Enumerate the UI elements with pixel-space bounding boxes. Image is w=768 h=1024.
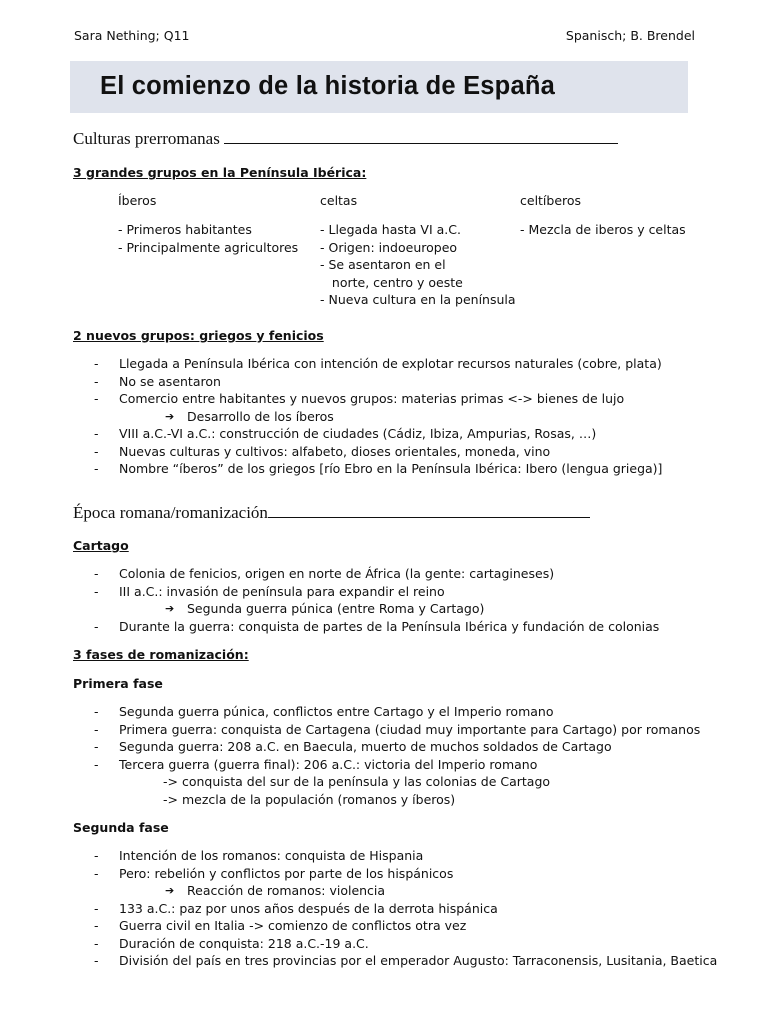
column-item: - Se asentaron en el	[320, 257, 446, 272]
document-page: Sara Nething; Q11 Spanisch; B. Brendel El comienzo de la historia de España Culturas prerromanas 3 grandes grupos en la Península Ibérica: Íberos - Primeros habitantes - Principalmente agricultores celtas - Llegada hasta VI a.C. - Origen: indoeuropeo - Se asentaron en el norte, centro y oeste - Nueva cultura en la península celtíberos - Mezcla de iberos y celtas 2 nuevos grupos: griegos y fenicios - Llegada a Península Ibérica con intención de explotar recursos naturales (cobre, plata) - No se asentaron - Comercio entre habitantes y nuevos grupos: materias primas <-> bienes de lujo ➔ Desarrollo de los íberos - VIII a.C.-VI a.C.: construcción de ciudades (Cádiz, Ibiza, Ampurias, Rosas, …) - Nuevas culturas y cultivos: alfabeto, dioses orientales, moneda, vino - Nombre “íberos” de los griegos [río Ebro en la Península Ibérica: Ibero (lengua griega)] Época romana/romanización Cartago - Colonia de fenicios, origen en norte de África (la gente: cartagineses) - III a.C.: invasión de península para expandir el reino ➔ Segunda guerra púnica (entre Roma y Cartago) - Durante la guerra: conquista de partes de la Península Ibérica y fundación de colonias 3 fases de romanización: Primera fase - Segunda guerra púnica, conflictos entre Cartago y el Imperio romano - Primera guerra: conquista de Cartagena (ciudad muy importante para Cartago) por romanos - Segunda guerra: 208 a.C. en Baecula, muerto de muchos soldados de Cartago - Tercera guerra (guerra final): 206 a.C.: victoria del Imperio romano -> conquista del sur de la península y las colonias de Cartago -> mezcla de la populación (romanos y íberos) Segunda fase - Intención de los romanos: conquista de Hispania - Pero: rebelión y conflictos por parte de los hispánicos ➔ Reacción de romanos: violencia - 133 a.C.: paz por unos años después de la derrota hispánica - Guerra civil en Italia -> comienzo de conflictos otra vez - Duración de conquista: 218 a.C.-19 a.C. - División del país en tres provincias por el emperador Augusto: Tarraconensis, Lusitania, Baetica	[0, 0, 768, 1024]
subheading-grupos: 3 grandes grupos en la Península Ibérica:	[73, 165, 367, 180]
header-course: Spanisch; B. Brendel	[565, 28, 695, 43]
section-heading-culturas	[73, 129, 618, 149]
column-item: - Mezcla de iberos y celtas	[520, 222, 686, 237]
column-item: - Llegada hasta VI a.C.	[320, 222, 461, 237]
subheading-griegos-fenicios: 2 nuevos grupos: griegos y fenicios	[73, 328, 324, 343]
subheading-cartago: Cartago	[73, 538, 129, 553]
subheading-segunda-fase: Segunda fase	[73, 820, 169, 835]
arrow-right-icon: ➔	[165, 602, 175, 615]
column-item: - Primeros habitantes	[118, 222, 252, 237]
column-item: - Principalmente agricultores	[118, 239, 299, 255]
section-heading-text: Época romana/romanización	[73, 503, 268, 522]
section-heading-text: Culturas prerromanas	[73, 129, 220, 148]
arrow-right-icon: ➔	[165, 884, 175, 897]
section-heading-romana	[73, 503, 590, 523]
column-celtas	[320, 193, 516, 309]
column-item: - Origen: indoeuropeo	[320, 239, 458, 255]
column-celtiberos	[520, 193, 686, 239]
column-item: norte, centro y oeste	[320, 274, 463, 290]
column-head: celtíberos	[520, 193, 582, 208]
column-iberos	[118, 193, 298, 256]
column-item: - Nueva cultura en la península	[320, 292, 516, 307]
title-banner	[70, 61, 688, 113]
column-head: Íberos	[118, 193, 157, 208]
column-head: celtas	[320, 193, 358, 208]
arrow-right-icon: ➔	[165, 409, 175, 423]
header-author: Sara Nething; Q11	[74, 28, 190, 43]
heading-underline	[224, 130, 618, 144]
page-title: El comienzo de la historia de España	[100, 72, 555, 100]
subheading-fases: 3 fases de romanización:	[73, 647, 249, 662]
heading-underline	[268, 504, 590, 518]
subheading-primera-fase: Primera fase	[73, 676, 163, 691]
